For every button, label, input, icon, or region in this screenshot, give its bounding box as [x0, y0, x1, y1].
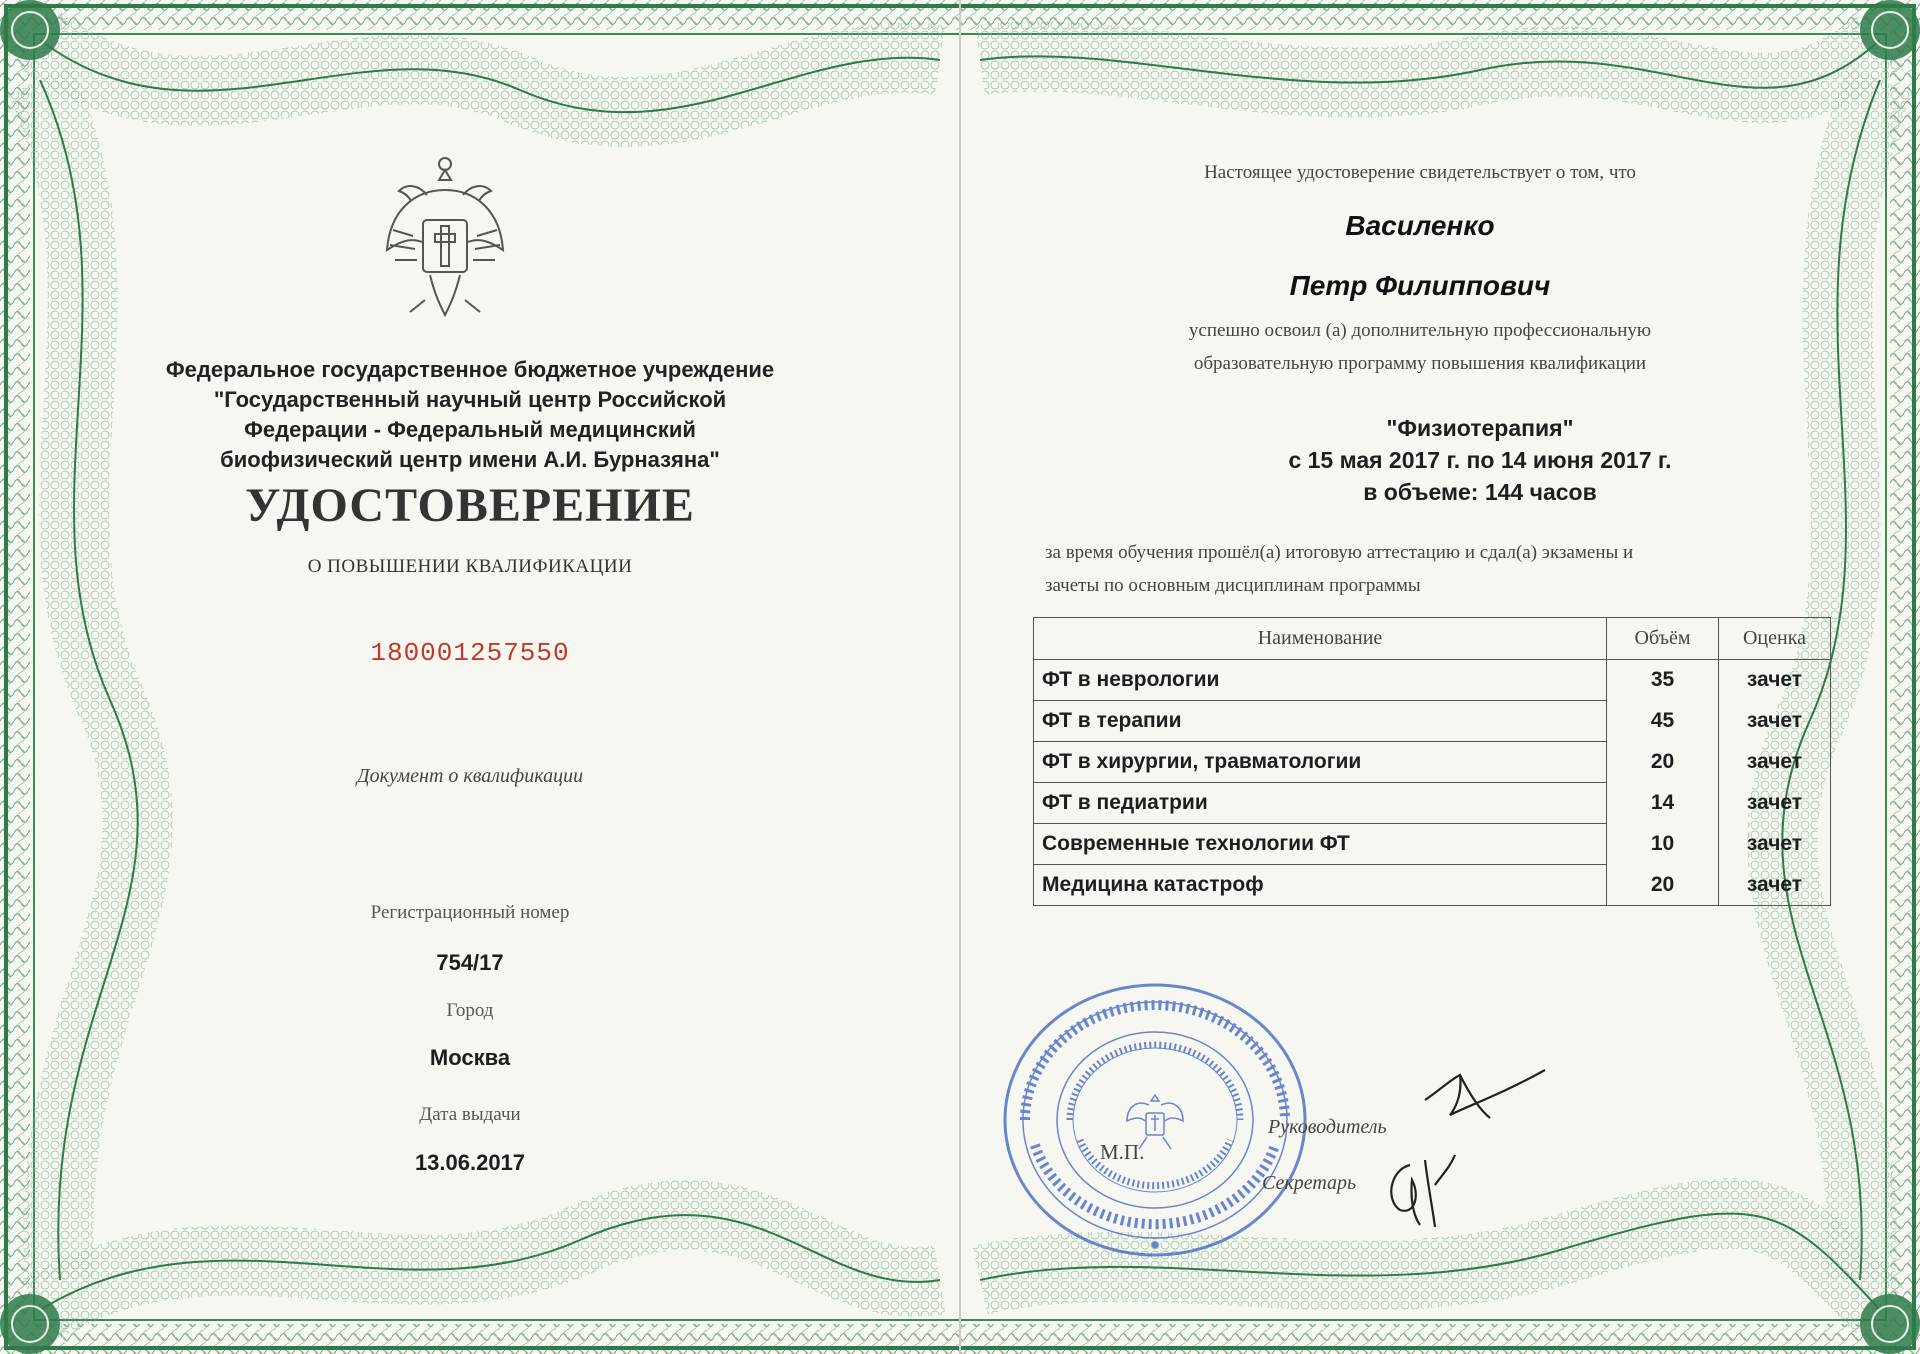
subject-grade: зачет	[1719, 824, 1831, 865]
subject-grade: зачет	[1719, 742, 1831, 783]
document-title: УДОСТОВЕРЕНИЕ	[245, 479, 695, 532]
city-label: Город	[446, 1000, 494, 1021]
table-row	[1034, 660, 1831, 701]
subject-grade: зачет	[1719, 783, 1831, 824]
attestation-line-2: зачеты по основным дисциплинам программы	[1045, 575, 1421, 596]
table-row	[1034, 865, 1831, 906]
document-subtitle: О ПОВЫШЕНИИ КВАЛИФИКАЦИИ	[307, 556, 633, 577]
subject-name: ФТ в хирургии, травматологии	[1034, 742, 1607, 783]
serial-number: 180001257550	[370, 638, 570, 668]
subject-grade: зачет	[1719, 660, 1831, 701]
subject-volume: 10	[1607, 824, 1719, 865]
table-row	[1034, 701, 1831, 742]
table-row	[1034, 783, 1831, 824]
subject-volume: 14	[1607, 783, 1719, 824]
document-type-label: Документ о квалификации	[356, 765, 584, 787]
subject-name: ФТ в педиатрии	[1034, 783, 1607, 824]
table-row	[1034, 742, 1831, 783]
head-signature-icon	[1420, 1060, 1550, 1130]
registration-number-label: Регистрационный номер	[370, 902, 570, 923]
attestation-line-1: за время обучения прошёл(а) итоговую аттестацию и сдал(а) экзамены и	[1045, 542, 1634, 563]
city-value: Москва	[429, 1045, 511, 1070]
subjects-table-header	[1034, 618, 1831, 660]
column-header-grade: Оценка	[1719, 618, 1831, 660]
subject-grade: зачет	[1719, 865, 1831, 906]
secretary-signature-label: Секретарь	[1262, 1172, 1357, 1194]
table-row	[1034, 824, 1831, 865]
holder-given-names: Петр Филиппович	[1289, 270, 1551, 301]
subjects-table	[1033, 617, 1831, 906]
organization-line-2: "Государственный научный центр Российской	[213, 387, 727, 412]
registration-number-value: 754/17	[436, 950, 504, 975]
issue-date-label: Дата выдачи	[419, 1104, 521, 1125]
program-period: с 15 мая 2017 г. по 14 июня 2017 г.	[1288, 447, 1672, 473]
issue-date-value: 13.06.2017	[414, 1150, 526, 1175]
holder-surname: Василенко	[1345, 210, 1495, 241]
organization-line-4: биофизический центр имени А.И. Бурназяна"	[220, 447, 720, 472]
subject-name: Современные технологии ФТ	[1034, 824, 1607, 865]
head-signature-label: Руководитель	[1268, 1116, 1387, 1138]
subject-name: ФТ в терапии	[1034, 701, 1607, 742]
attestation-text	[1045, 536, 1805, 602]
program-completion-line-2: образовательную программу повышения квалификации	[1193, 353, 1647, 374]
subject-volume: 35	[1607, 660, 1719, 701]
subject-name: ФТ в неврологии	[1034, 660, 1607, 701]
stamp-place-label: М.П.	[1100, 1140, 1145, 1164]
round-seal-stamp-icon	[995, 975, 1315, 1265]
column-header-name: Наименование	[1034, 618, 1607, 660]
column-header-volume: Объём	[1607, 618, 1719, 660]
subject-name: Медицина катастроф	[1034, 865, 1607, 906]
program-name: "Физиотерапия"	[1386, 415, 1574, 441]
organization-line-3: Федерации - Федеральный медицинский	[244, 417, 696, 442]
secretary-signature-icon	[1380, 1145, 1460, 1235]
subject-volume: 20	[1607, 742, 1719, 783]
organization-name	[130, 355, 810, 475]
organization-line-1: Федеральное государственное бюджетное учреждение	[165, 357, 775, 382]
double-headed-eagle-emblem-icon	[385, 150, 505, 325]
certificate-intro: Настоящее удостоверение свидетельствует о том, что	[1204, 162, 1636, 183]
program-completion-text	[1040, 314, 1800, 380]
subject-grade: зачет	[1719, 701, 1831, 742]
subject-volume: 20	[1607, 865, 1719, 906]
subject-volume: 45	[1607, 701, 1719, 742]
program-completion-line-1: успешно освоил (а) дополнительную профессиональную	[1188, 320, 1652, 341]
program-volume: в объеме: 144 часов	[1363, 479, 1597, 505]
program-details	[1040, 412, 1920, 508]
